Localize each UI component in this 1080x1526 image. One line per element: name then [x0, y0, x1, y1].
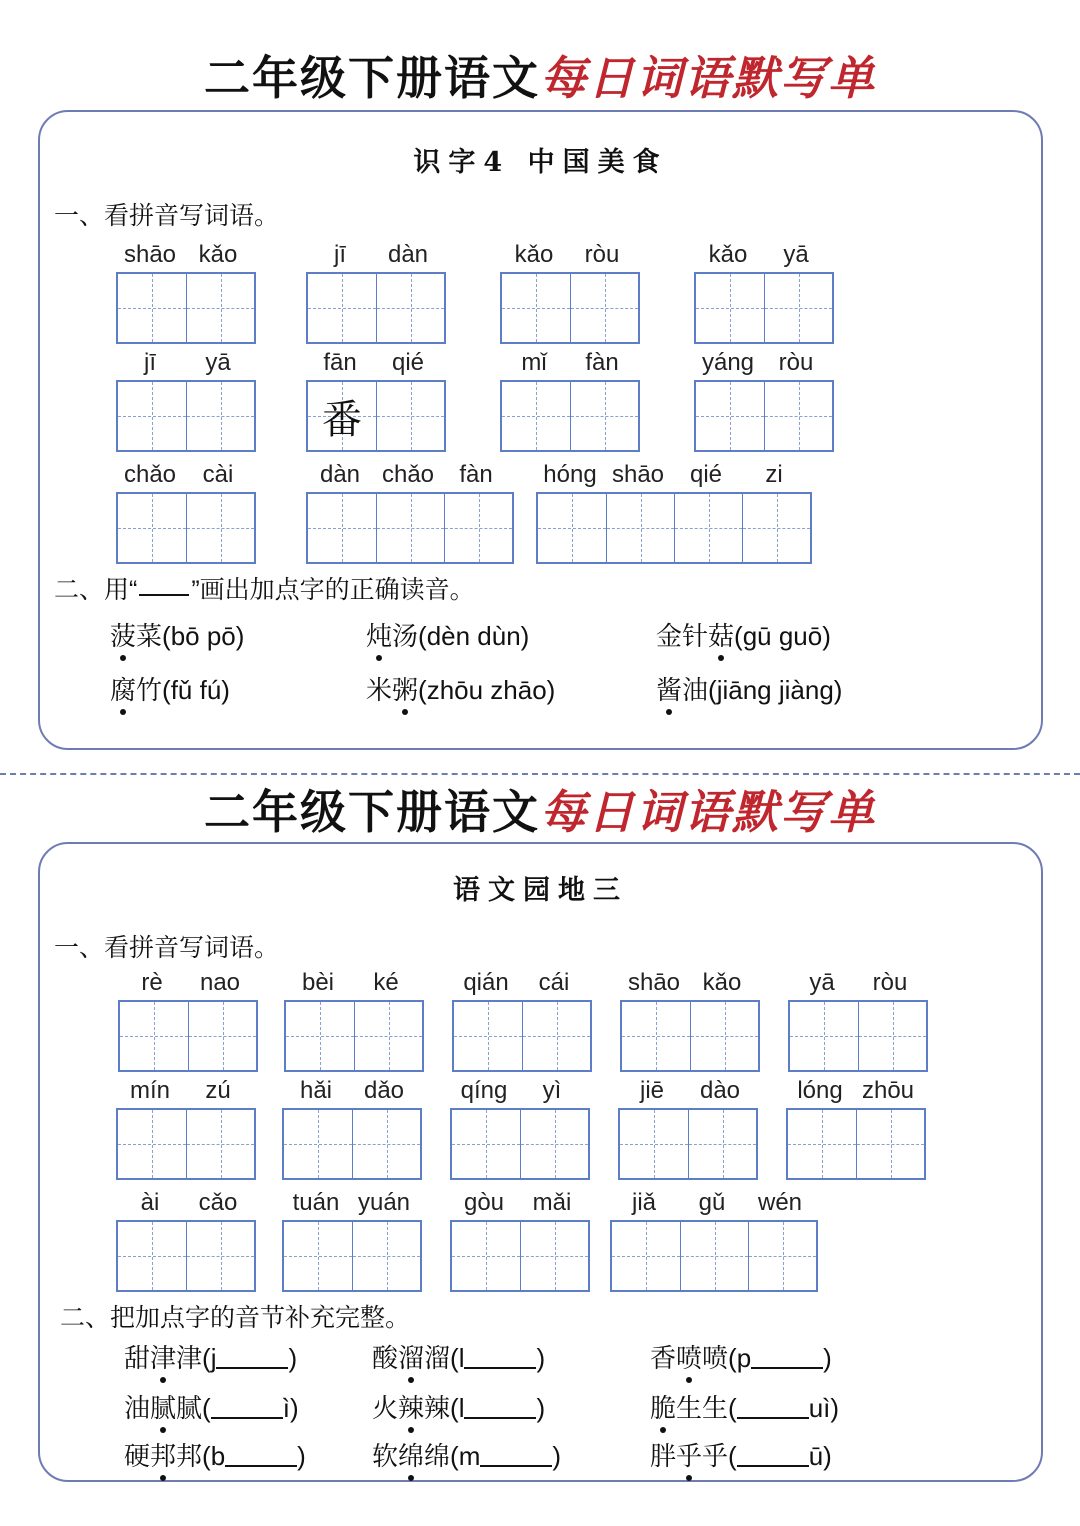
pinyin-row: lóng zhōu — [797, 1077, 915, 1104]
word-item — [450, 1076, 586, 1180]
writing-grid[interactable] — [620, 1000, 760, 1072]
sheet1-section2-label: 二、用“ ”画出加点字的正确读音。 — [54, 575, 475, 604]
writing-cell[interactable] — [284, 1222, 352, 1290]
writing-grid[interactable] — [500, 272, 640, 344]
writing-cell[interactable] — [674, 494, 742, 562]
pinyin-row: qíng yì — [460, 1077, 562, 1104]
sheet2-card — [38, 842, 1043, 1482]
reading-question: 米粥(zhōu zhāo) — [366, 672, 555, 709]
writing-cell[interactable] — [452, 1110, 520, 1178]
writing-cell[interactable] — [680, 1222, 748, 1290]
dotted-char: 脆 — [650, 1391, 676, 1427]
sheet2-lesson-heading: 语文园地三 — [453, 875, 628, 906]
writing-cell[interactable] — [286, 1002, 354, 1070]
word-item — [620, 968, 756, 1072]
fill-question: 胖乎乎( ū) — [650, 1438, 832, 1475]
dotted-char: 溜 — [398, 1341, 424, 1377]
writing-cell[interactable] — [570, 382, 638, 450]
pinyin-row: rè nao — [141, 969, 241, 996]
reading-options[interactable]: (gū guō) — [734, 621, 831, 651]
answer-blank[interactable] — [737, 1393, 809, 1419]
dotted-char: 菠 — [110, 619, 136, 655]
fill-question: 硬邦邦(b ) — [124, 1438, 306, 1475]
answer-blank[interactable] — [480, 1441, 552, 1467]
fill-question: 甜津津(j ) — [124, 1340, 297, 1377]
reading-question: 腐竹(fǔ fú) — [110, 672, 230, 709]
writing-cell[interactable] — [502, 274, 570, 342]
pinyin-row: bèi ké — [301, 969, 399, 996]
pinyin-row: fān qié — [323, 349, 425, 376]
writing-cell[interactable] — [538, 494, 606, 562]
pinyin-row: mín zú — [129, 1077, 231, 1104]
writing-grid[interactable] — [452, 1000, 592, 1072]
dotted-char: 辣 — [398, 1391, 424, 1427]
writing-cell[interactable] — [376, 274, 444, 342]
writing-cell[interactable] — [118, 1222, 186, 1290]
writing-cell[interactable] — [118, 382, 186, 450]
pinyin-row: yā ròu — [809, 969, 908, 996]
writing-grid[interactable] — [282, 1220, 422, 1292]
writing-grid[interactable] — [116, 380, 256, 452]
dotted-char: 绵 — [398, 1439, 424, 1475]
reading-options[interactable]: (zhōu zhāo) — [418, 675, 556, 705]
writing-grid[interactable] — [786, 1108, 926, 1180]
writing-grid[interactable] — [284, 1000, 424, 1072]
dotted-char: 喷 — [676, 1341, 702, 1377]
writing-cell[interactable] — [186, 274, 254, 342]
sheet2-section2-label: 二、把加点字的音节补充完整。 — [60, 1303, 411, 1332]
writing-cell[interactable] — [520, 1110, 588, 1178]
word-item — [786, 1076, 922, 1180]
answer-blank[interactable] — [216, 1343, 288, 1369]
sheet1-title-black: 二年级下册语文 — [204, 51, 540, 105]
dotted-char: 邦 — [150, 1439, 176, 1475]
word-item — [788, 968, 924, 1072]
word-item — [306, 240, 442, 344]
writing-cell[interactable] — [118, 494, 186, 562]
writing-cell[interactable] — [308, 494, 376, 562]
word-item — [306, 460, 510, 564]
reading-question: 炖汤(dèn dùn) — [366, 618, 529, 655]
word-item — [610, 1188, 814, 1292]
sheet2-section1-label: 一、看拼音写词语。 — [54, 933, 280, 962]
writing-cell[interactable] — [376, 382, 444, 450]
fill-question: 酸溜溜(l ) — [372, 1340, 545, 1377]
writing-cell[interactable] — [376, 494, 444, 562]
reading-question: 菠菜(bō pō) — [110, 618, 244, 655]
word-item — [500, 348, 636, 452]
writing-grid[interactable] — [694, 380, 834, 452]
reading-options[interactable]: (bō pō) — [162, 621, 245, 651]
fill-question: 软绵绵(m ) — [372, 1438, 561, 1475]
sheet1-title-red: 每日词语默写单 — [540, 51, 876, 105]
underline-sample — [139, 576, 189, 596]
sheet2-title — [0, 782, 1080, 842]
answer-blank[interactable] — [737, 1441, 809, 1467]
writing-cell[interactable] — [502, 382, 570, 450]
pinyin-row: jiǎ gǔ wén — [631, 1189, 803, 1216]
writing-cell[interactable] — [186, 382, 254, 450]
word-item — [450, 1188, 586, 1292]
dotted-char: 乎 — [676, 1439, 702, 1475]
writing-cell[interactable] — [612, 1222, 680, 1290]
dotted-char: 津 — [150, 1341, 176, 1377]
reading-options[interactable]: (dèn dùn) — [418, 621, 530, 651]
dotted-char: 腻 — [150, 1391, 176, 1427]
answer-blank[interactable] — [464, 1393, 536, 1419]
word-item — [618, 1076, 754, 1180]
sheet2-title-red: 每日词语默写单 — [540, 785, 876, 839]
word-item — [118, 968, 254, 1072]
pinyin-row: gòu mǎi — [463, 1189, 572, 1216]
dotted-char: 粥 — [392, 673, 418, 709]
writing-cell[interactable] — [188, 1002, 256, 1070]
writing-cell[interactable] — [606, 494, 674, 562]
pinyin-row: kǎo yā — [708, 241, 809, 268]
writing-cell[interactable] — [788, 1110, 856, 1178]
writing-cell[interactable] — [688, 1110, 756, 1178]
writing-cell[interactable] — [352, 1110, 420, 1178]
pinyin-row: qián cái — [463, 969, 570, 996]
word-item — [694, 348, 830, 452]
writing-cell[interactable] — [354, 1002, 422, 1070]
writing-grid[interactable] — [116, 272, 256, 344]
writing-grid[interactable] — [536, 492, 812, 564]
pinyin-row: jiē dào — [639, 1077, 741, 1104]
pinyin-row: chǎo cài — [123, 461, 234, 488]
dotted-char: 酱 — [656, 673, 682, 709]
writing-grid[interactable] — [306, 492, 514, 564]
writing-cell[interactable] — [622, 1002, 690, 1070]
writing-grid[interactable] — [618, 1108, 758, 1180]
answer-blank[interactable] — [751, 1343, 823, 1369]
writing-grid[interactable] — [500, 380, 640, 452]
writing-cell[interactable] — [696, 382, 764, 450]
sheet1-section1-label: 一、看拼音写词语。 — [54, 201, 280, 230]
pinyin-row: kǎo ròu — [514, 241, 620, 268]
reading-question: 酱油(jiāng jiàng) — [656, 672, 842, 709]
writing-cell[interactable] — [570, 274, 638, 342]
answer-blank[interactable] — [211, 1393, 283, 1419]
word-item — [282, 1188, 418, 1292]
pinyin-row: hóng shāo qié zi — [543, 461, 783, 488]
writing-cell-filled[interactable]: 番 — [308, 382, 376, 450]
writing-cell[interactable] — [856, 1110, 924, 1178]
pinyin-row: jī dàn — [334, 241, 429, 268]
pinyin-row: tuán yuán — [292, 1189, 411, 1216]
writing-cell[interactable] — [790, 1002, 858, 1070]
writing-cell[interactable] — [748, 1222, 816, 1290]
writing-grid[interactable] — [450, 1220, 590, 1292]
word-item — [536, 460, 808, 564]
word-item — [116, 460, 252, 564]
writing-cell[interactable] — [308, 274, 376, 342]
word-item — [116, 348, 252, 452]
cut-line-divider — [0, 773, 1080, 775]
writing-cell[interactable] — [284, 1110, 352, 1178]
dotted-char: 菇 — [708, 619, 734, 655]
writing-cell[interactable] — [444, 494, 512, 562]
pinyin-row: jī yā — [144, 349, 231, 376]
writing-grid[interactable] — [694, 272, 834, 344]
writing-cell[interactable] — [186, 494, 254, 562]
writing-grid[interactable] — [306, 380, 446, 452]
pinyin-row: dàn chǎo fàn — [319, 461, 493, 488]
writing-cell[interactable] — [696, 274, 764, 342]
reading-options[interactable]: (jiāng jiàng) — [708, 675, 843, 705]
writing-cell[interactable] — [120, 1002, 188, 1070]
writing-cell[interactable] — [858, 1002, 926, 1070]
writing-cell[interactable] — [118, 1110, 186, 1178]
writing-grid[interactable] — [116, 1108, 256, 1180]
pinyin-row: mǐ fàn — [521, 349, 619, 376]
writing-cell[interactable] — [118, 274, 186, 342]
writing-grid[interactable] — [610, 1220, 818, 1292]
writing-cell[interactable] — [454, 1002, 522, 1070]
writing-cell[interactable] — [186, 1222, 254, 1290]
pinyin-row: shāo kǎo — [627, 969, 742, 996]
pinyin-row: ài cǎo — [140, 1189, 238, 1216]
pinyin-row: shāo kǎo — [123, 241, 238, 268]
sheet1-lesson-heading: 识字4 中国美食 — [413, 147, 668, 178]
writing-cell[interactable] — [620, 1110, 688, 1178]
writing-cell[interactable] — [522, 1002, 590, 1070]
writing-cell[interactable] — [764, 274, 832, 342]
answer-blank[interactable] — [225, 1441, 297, 1467]
sheet1-title — [0, 48, 1080, 108]
writing-cell[interactable] — [352, 1222, 420, 1290]
sheet2-title-black: 二年级下册语文 — [204, 785, 540, 839]
writing-grid[interactable] — [450, 1108, 590, 1180]
writing-grid[interactable] — [306, 272, 446, 344]
writing-grid[interactable] — [282, 1108, 422, 1180]
sheet1-card — [38, 110, 1043, 750]
writing-grid[interactable] — [788, 1000, 928, 1072]
fill-question: 香喷喷(p ) — [650, 1340, 832, 1377]
reading-options[interactable]: (fǔ fú) — [162, 675, 230, 705]
reading-question: 金针菇(gū guō) — [656, 618, 831, 655]
word-item — [116, 1188, 252, 1292]
word-item — [500, 240, 636, 344]
writing-cell[interactable] — [764, 382, 832, 450]
word-item — [694, 240, 830, 344]
writing-grid[interactable] — [118, 1000, 258, 1072]
word-item — [116, 1076, 252, 1180]
writing-cell[interactable] — [520, 1222, 588, 1290]
word-item — [452, 968, 588, 1072]
word-item — [116, 240, 252, 344]
writing-grid[interactable] — [116, 1220, 256, 1292]
writing-grid[interactable] — [116, 492, 256, 564]
word-item — [284, 968, 420, 1072]
dotted-char: 腐 — [110, 673, 136, 709]
fill-question: 油腻腻( ì) — [124, 1390, 299, 1427]
dotted-char: 炖 — [366, 619, 392, 655]
writing-cell[interactable] — [186, 1110, 254, 1178]
pinyin-row: hǎi dǎo — [299, 1077, 405, 1104]
writing-cell[interactable] — [742, 494, 810, 562]
word-item — [306, 348, 442, 452]
writing-cell[interactable] — [452, 1222, 520, 1290]
fill-question: 火辣辣(l ) — [372, 1390, 545, 1427]
pinyin-row: yáng ròu — [701, 349, 814, 376]
writing-cell[interactable] — [690, 1002, 758, 1070]
answer-blank[interactable] — [464, 1343, 536, 1369]
fill-question: 脆生生( uì) — [650, 1390, 839, 1427]
word-item — [282, 1076, 418, 1180]
